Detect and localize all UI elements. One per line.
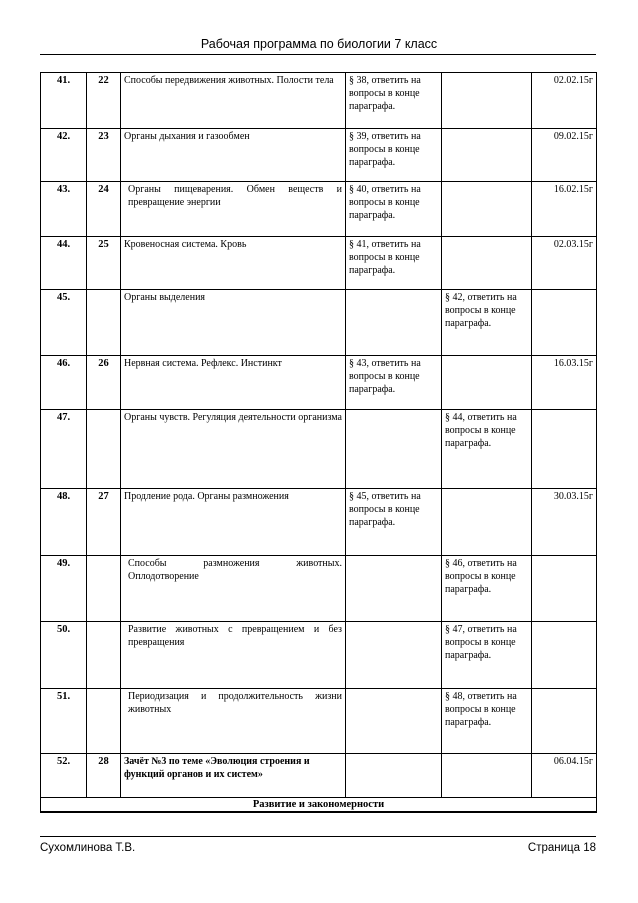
lesson-topic: Органы чувств. Регуляция деятельности организма [121,410,346,489]
homework-cell [346,290,442,356]
table-row [41,410,597,489]
lesson-date [532,556,597,622]
section-heading: Развитие и закономерности [41,798,597,813]
lesson-date: 30.03.15г [532,489,597,556]
footer-author: Сухомлинова Т.В. [40,842,136,854]
extra-homework-cell: § 48, ответить на вопросы в конце параграфа. [442,689,532,754]
lesson-number: 52. [41,754,87,798]
lesson-topic: Органы выделения [121,290,346,356]
lesson-number: 46. [41,356,87,410]
lesson-topic: Периодизация и продолжительность жизни животных [121,689,346,754]
table-row [41,237,597,290]
table-row [41,689,597,754]
homework-cell: § 45, ответить на вопросы в конце параграфа. [346,489,442,556]
topic-lesson-number [87,290,121,356]
lesson-number: 48. [41,489,87,556]
lesson-number: 45. [41,290,87,356]
table-row [41,290,597,356]
table-row [41,754,597,798]
homework-cell [346,556,442,622]
extra-homework-cell [442,129,532,182]
lesson-topic: Кровеносная система. Кровь [121,237,346,290]
lesson-number: 50. [41,622,87,689]
extra-homework-cell: § 42, ответить на вопросы в конце параграфа. [442,290,532,356]
lesson-topic: Развитие животных с превращением и без превращения [121,622,346,689]
topic-lesson-number: 28 [87,754,121,798]
header-divider [40,54,596,55]
table-row [41,356,597,410]
extra-homework-cell [442,73,532,129]
footer-page-number: Страница 18 [527,842,596,854]
extra-homework-cell: § 47, ответить на вопросы в конце параграфа. [442,622,532,689]
lesson-topic: Органы пищеварения. Обмен веществ и превращение энергии [121,182,346,237]
table-row [41,182,597,237]
lesson-date [532,622,597,689]
lesson-date: 02.02.15г [532,73,597,129]
lesson-topic: Способы передвижения животных. Полости тела [121,73,346,129]
extra-homework-cell [442,754,532,798]
lesson-topic: Зачёт №3 по теме «Эволюция строения и функций органов и их систем» [121,754,346,798]
lesson-number: 44. [41,237,87,290]
lesson-date [532,689,597,754]
homework-cell [346,410,442,489]
extra-homework-cell [442,182,532,237]
table-row [41,556,597,622]
lesson-date: 06.04.15г [532,754,597,798]
lesson-number: 42. [41,129,87,182]
homework-cell [346,689,442,754]
extra-homework-cell [442,489,532,556]
extra-homework-cell: § 44, ответить на вопросы в конце параграфа. [442,410,532,489]
section-heading-row [41,798,597,813]
topic-lesson-number: 27 [87,489,121,556]
lesson-topic: Способы размножения животных. Оплодотворение [121,556,346,622]
topic-lesson-number: 26 [87,356,121,410]
homework-cell: § 40, ответить на вопросы в конце параграфа. [346,182,442,237]
lesson-number: 43. [41,182,87,237]
lesson-date [532,410,597,489]
topic-lesson-number: 23 [87,129,121,182]
homework-cell: § 39, ответить на вопросы в конце параграфа. [346,129,442,182]
topic-lesson-number: 25 [87,237,121,290]
homework-cell: § 41, ответить на вопросы в конце параграфа. [346,237,442,290]
topic-lesson-number [87,689,121,754]
lesson-number: 41. [41,73,87,129]
table-row [41,129,597,182]
topic-lesson-number: 24 [87,182,121,237]
lesson-topic: Органы дыхания и газообмен [121,129,346,182]
topic-lesson-number [87,622,121,689]
topic-lesson-number: 22 [87,73,121,129]
footer-divider [40,836,596,837]
table-row [41,622,597,689]
extra-homework-cell [442,237,532,290]
lesson-number: 51. [41,689,87,754]
lesson-topic: Продление рода. Органы размножения [121,489,346,556]
lesson-date: 02.03.15г [532,237,597,290]
page-header-title: Рабочая программа по биологии 7 класс [200,37,438,51]
lesson-plan-table [40,72,597,813]
lesson-number: 49. [41,556,87,622]
homework-cell [346,622,442,689]
lesson-date [532,290,597,356]
lesson-number: 47. [41,410,87,489]
lesson-date: 16.02.15г [532,182,597,237]
extra-homework-cell [442,356,532,410]
table-row [41,73,597,129]
topic-lesson-number [87,410,121,489]
lesson-date: 16.03.15г [532,356,597,410]
lesson-date: 09.02.15г [532,129,597,182]
homework-cell [346,754,442,798]
table-row [41,489,597,556]
lesson-topic: Нервная система. Рефлекс. Инстинкт [121,356,346,410]
homework-cell: § 43, ответить на вопросы в конце параграфа. [346,356,442,410]
homework-cell: § 38, ответить на вопросы в конце параграфа. [346,73,442,129]
extra-homework-cell: § 46, ответить на вопросы в конце параграфа. [442,556,532,622]
topic-lesson-number [87,556,121,622]
